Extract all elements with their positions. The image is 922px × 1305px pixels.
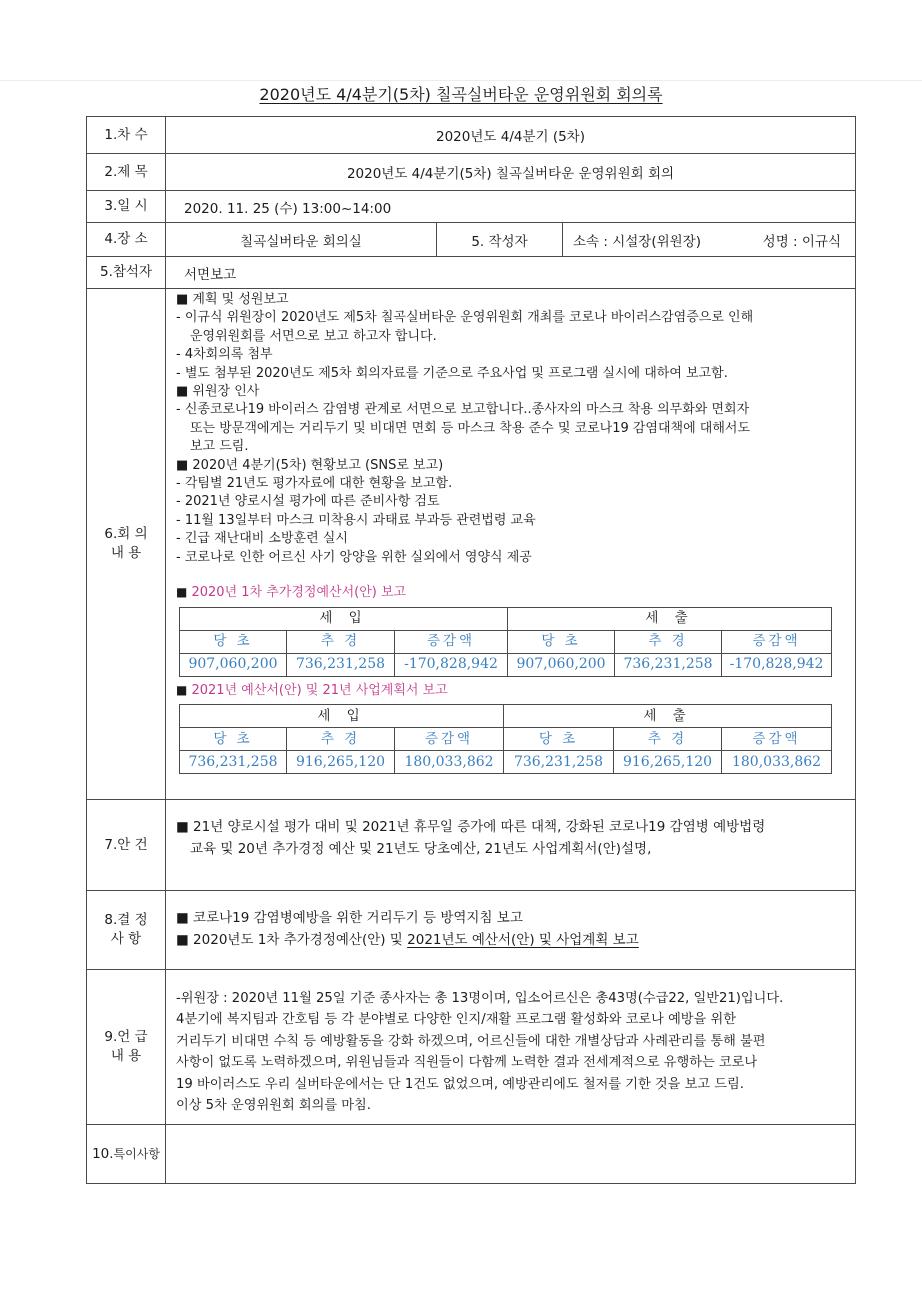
section-status-line: - 각팀별 21년도 평가자료에 대한 현황을 보고함.: [176, 476, 453, 492]
subhead-original: 당 초: [508, 630, 615, 653]
row-attendees: [87, 257, 856, 289]
top-rule: [0, 80, 922, 81]
value-expense-supplementary: 736,231,258: [615, 653, 722, 676]
remarks-cell: [166, 970, 856, 1125]
expense-header: 세 출: [504, 704, 832, 727]
budget1-heading: [176, 583, 845, 602]
section-status-heading: ■ 2020년 4분기(5차) 현황보고 (SNS로 보고): [176, 457, 444, 473]
label-decision-line2: 사 항: [110, 931, 142, 947]
content-cell: [166, 289, 856, 800]
place-cell: [166, 223, 856, 257]
decision-line-underlined: 2021년도 예산서(안) 및 사업계획 보고: [407, 932, 639, 948]
row-remarks: [87, 970, 856, 1125]
subhead-change: 증감액: [722, 727, 832, 750]
subhead-change: 증감액: [395, 630, 508, 653]
label-datetime: 3.일 시: [87, 191, 166, 223]
section-status-line: - 코로나로 인한 어르신 사기 앙양을 위한 실외에서 영양식 제공: [176, 549, 532, 565]
section-status-line: - 2021년 양로시설 평가에 따른 준비사항 검토: [176, 494, 440, 510]
label-special-number: 10.: [92, 1145, 114, 1162]
minutes-table: [86, 116, 856, 1184]
remarks-line: 19 바이러스도 우리 실버타운에서는 단 1건도 없었으며, 예방관리에도 철저를 기한 것을 보고 드림.: [176, 1076, 744, 1092]
label-agenda: 7.안 건: [87, 800, 166, 891]
row-content: [87, 289, 856, 800]
label-special-text: 특이사항: [113, 1146, 160, 1161]
label-writer: 5. 작성자: [437, 223, 563, 256]
remarks-line: 이상 5차 운영위원회 회의를 마침.: [176, 1098, 371, 1114]
square-bullet-icon: ■: [176, 585, 188, 600]
value-income-original: 736,231,258: [180, 750, 287, 773]
value-expense-supplementary: 916,265,120: [614, 750, 722, 773]
section-greeting-line: - 신종코로나19 바이러스 감염병 관계로 서면으로 보고합니다..종사자의 마스크 착용 의무화와 면회자: [176, 402, 750, 418]
subhead-change: 증감액: [395, 727, 504, 750]
value-income-change: -170,828,942: [395, 653, 508, 676]
section-plan-heading: ■ 계획 및 성원보고: [176, 292, 289, 307]
decision-line-part: ■ 2020년도 1차 추가경정예산(안) 및: [176, 932, 408, 948]
income-header: 세 입: [180, 607, 508, 630]
decision-line: [176, 929, 845, 951]
subhead-original: 당 초: [504, 727, 614, 750]
square-bullet-icon: ■: [176, 682, 188, 697]
row-subject: [87, 154, 856, 191]
section-greeting-line: 보고 드림.: [190, 439, 249, 455]
budget-table-2021: [179, 704, 832, 774]
section-plan-line: - 별도 첨부된 2020년도 제5차 회의자료를 기준으로 주요사업 및 프로그램 실시에 대하여 보고함.: [176, 365, 728, 381]
label-decision: [87, 891, 166, 970]
agenda-line: 교육 및 20년 추가경정 예산 및 21년도 당초예산, 21년도 사업계획서(안)설명,: [190, 841, 652, 857]
subhead-supplementary: 추 경: [615, 630, 722, 653]
agenda-line: ■ 21년 양로시설 평가 대비 및 2021년 휴무일 증가에 따른 대책, 강화된 코로나19 감염병 예방법령: [176, 819, 766, 835]
subhead-original: 당 초: [180, 630, 287, 653]
section-greeting-line: 또는 방문객에게는 거리두기 및 비대면 면회 등 마스크 착용 준수 및 코로나19 감염대책에 대해서도: [190, 420, 751, 436]
label-content-line2: 내 용: [110, 545, 142, 561]
writer-name: 성명 : 이규식: [762, 233, 841, 250]
label-content-line1: 6.회 의: [104, 526, 148, 542]
section-plan-line: - 4차회의록 첨부: [176, 347, 273, 363]
label-content: [87, 289, 166, 800]
value-income-original: 907,060,200: [180, 653, 287, 676]
label-place: 4.장 소: [87, 223, 166, 257]
row-special: [87, 1125, 856, 1184]
budget2-heading: [176, 681, 845, 700]
value-session: 2020년도 4/4분기 (5차): [166, 117, 856, 154]
remarks-line: 4분기에 복지팀과 간호팀 등 각 분야별로 다양한 인지/재활 프로그램 활성화와 코로나 예방을 위한: [176, 1012, 736, 1028]
value-income-supplementary: 736,231,258: [287, 653, 395, 676]
value-expense-original: 736,231,258: [504, 750, 614, 773]
remarks-line: 거리두기 비대면 수칙 등 예방활동을 강화 하겠으며, 어르신들에 대한 개별상담과 사례관리를 통해 불편: [176, 1033, 766, 1049]
subhead-supplementary: 추 경: [614, 727, 722, 750]
value-income-change: 180,033,862: [395, 750, 504, 773]
remarks-line: 사항이 없도록 노력하겠으며, 위원님들과 직원들이 다함께 노력한 결과 전세계적으로 유행하는 코로나: [176, 1055, 758, 1071]
row-place: [87, 223, 856, 257]
remarks-line: -위원장 : 2020년 11월 25일 기준 종사자는 총 13명이며, 입소어르신은 총43명(수급22, 일반21)입니다.: [176, 991, 784, 1006]
value-datetime: 2020. 11. 25 (수) 13:00~14:00: [166, 191, 856, 223]
row-datetime: [87, 191, 856, 223]
section-plan-line: - 이규식 위원장이 2020년도 제5차 칠곡실버타운 운영위원회 개최를 코로나 바이러스감염증으로 인해: [176, 310, 754, 326]
budget1-title: 2020년 1차 추가경정예산서(안) 보고: [191, 585, 407, 601]
label-subject: 2.제 목: [87, 154, 166, 191]
decision-line: ■ 코로나19 감염병예방을 위한 거리두기 등 방역지침 보고: [176, 910, 523, 926]
value-subject: 2020년도 4/4분기(5차) 칠곡실버타운 운영위원회 회의: [166, 154, 856, 191]
section-greeting-heading: ■ 위원장 인사: [176, 384, 260, 400]
label-special: [87, 1125, 166, 1184]
writer-info: [563, 223, 855, 256]
agenda-cell: [166, 800, 856, 891]
row-decision: [87, 891, 856, 970]
label-decision-line1: 8.결 정: [104, 912, 148, 928]
section-status-line: - 11월 13일부터 마스크 미착용시 과태료 부과등 관련법령 교육: [176, 512, 536, 528]
row-agenda: [87, 800, 856, 891]
budget-table-2020: [179, 607, 832, 677]
value-expense-change: -170,828,942: [722, 653, 832, 676]
decision-cell: [166, 891, 856, 970]
subhead-supplementary: 추 경: [287, 630, 395, 653]
label-remarks: [87, 970, 166, 1125]
subhead-supplementary: 추 경: [287, 727, 395, 750]
value-place: 칠곡실버타운 회의실: [166, 223, 437, 256]
income-header: 세 입: [180, 704, 504, 727]
subhead-original: 당 초: [180, 727, 287, 750]
section-status-line: - 긴급 재난대비 소방훈련 실시: [176, 531, 348, 547]
value-expense-change: 180,033,862: [722, 750, 832, 773]
label-session: 1.차 수: [87, 117, 166, 154]
value-expense-original: 907,060,200: [508, 653, 615, 676]
label-remarks-line2: 내 용: [110, 1048, 142, 1064]
value-attendees: 서면보고: [166, 257, 856, 289]
section-plan-line: 운영위원회를 서면으로 보고 하고자 합니다.: [190, 328, 437, 344]
writer-affiliation: 소속 : 시설장(위원장): [573, 233, 701, 250]
budget2-title: 2021년 예산서(안) 및 21년 사업계획서 보고: [191, 682, 448, 698]
row-session: [87, 117, 856, 154]
value-special: [166, 1125, 856, 1184]
expense-header: 세 출: [508, 607, 832, 630]
document-title: 2020년도 4/4분기(5차) 칠곡실버타운 운영위원회 회의록: [259, 85, 663, 104]
label-remarks-line1: 9.언 급: [104, 1029, 148, 1045]
subhead-change: 증감액: [722, 630, 832, 653]
value-income-supplementary: 916,265,120: [287, 750, 395, 773]
label-attendees: 5.참석자: [87, 257, 166, 289]
